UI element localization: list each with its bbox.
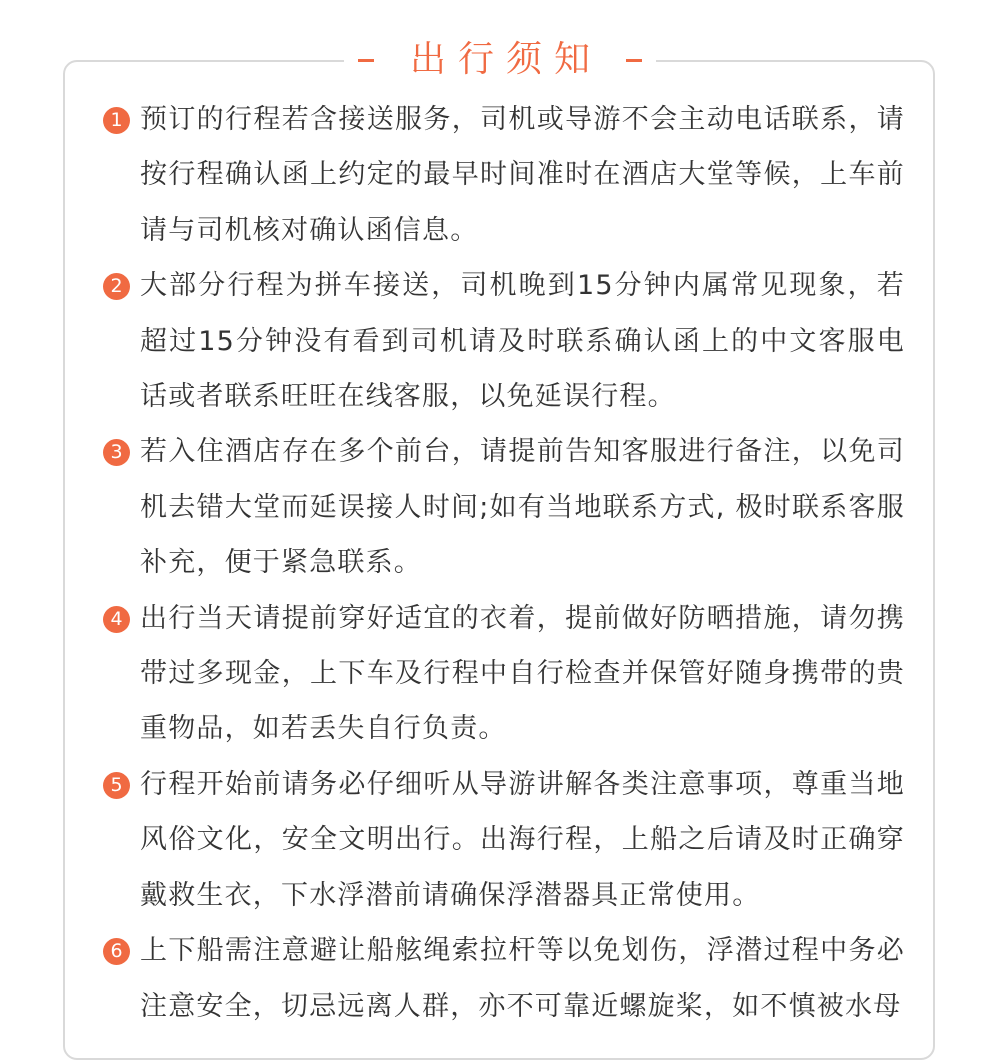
title-right-dash bbox=[626, 59, 642, 62]
page-title: 出行须知 bbox=[409, 39, 602, 80]
title-bar bbox=[0, 30, 1000, 90]
notice-item-1 bbox=[100, 92, 905, 258]
number-badge-2: 2 bbox=[103, 273, 130, 300]
notice-text-5: 行程开始前请务必仔细听从导游讲解各类注意事项，尊重当地风俗文化，安全文明出行。出海行程，上船之后请及时正确穿戴救生衣，下水浮潜前请确保浮潜器具正常使用。 bbox=[140, 768, 905, 911]
number-badge-3: 3 bbox=[103, 439, 130, 466]
notice-item-6 bbox=[100, 923, 905, 1034]
number-badge-4: 4 bbox=[103, 606, 130, 633]
number-badge-6: 6 bbox=[103, 938, 130, 965]
notice-text-6: 上下船需注意避让船舷绳索拉杆等以免划伤，浮潜过程中务必注意安全，切忌远离人群，亦不可靠近螺旋桨，如不慎被水母 bbox=[140, 935, 905, 1022]
notice-text-3: 若入住酒店存在多个前台，请提前告知客服进行备注，以免司机去错大堂而延误接人时间;如有当地联系方式, 极时联系客服补充，便于紧急联系。 bbox=[140, 436, 905, 579]
notice-text-1: 预订的行程若含接送服务，司机或导游不会主动电话联系，请按行程确认函上约定的最早时间准时在酒店大堂等候，上车前请与司机核对确认函信息。 bbox=[140, 104, 905, 246]
notice-item-2 bbox=[100, 258, 905, 424]
notice-item-3 bbox=[100, 424, 905, 590]
notice-list bbox=[100, 92, 905, 1034]
notice-text-4: 出行当天请提前穿好适宜的衣着，提前做好防晒措施，请勿携带过多现金，上下车及行程中自行检查并保管好随身携带的贵重物品，如若丢失自行负责。 bbox=[140, 602, 905, 745]
title-box bbox=[344, 30, 656, 90]
notice-item-4 bbox=[100, 591, 905, 757]
number-badge-1: 1 bbox=[103, 107, 130, 134]
number-badge-5: 5 bbox=[103, 772, 130, 799]
notice-text-2: 大部分行程为拼车接送，司机晚到15分钟内属常见现象，若超过15分钟没有看到司机请及时联系确认函上的中文客服电话或者联系旺旺在线客服，以免延误行程。 bbox=[140, 270, 905, 413]
title-left-dash bbox=[358, 59, 374, 62]
notice-item-5 bbox=[100, 757, 905, 923]
